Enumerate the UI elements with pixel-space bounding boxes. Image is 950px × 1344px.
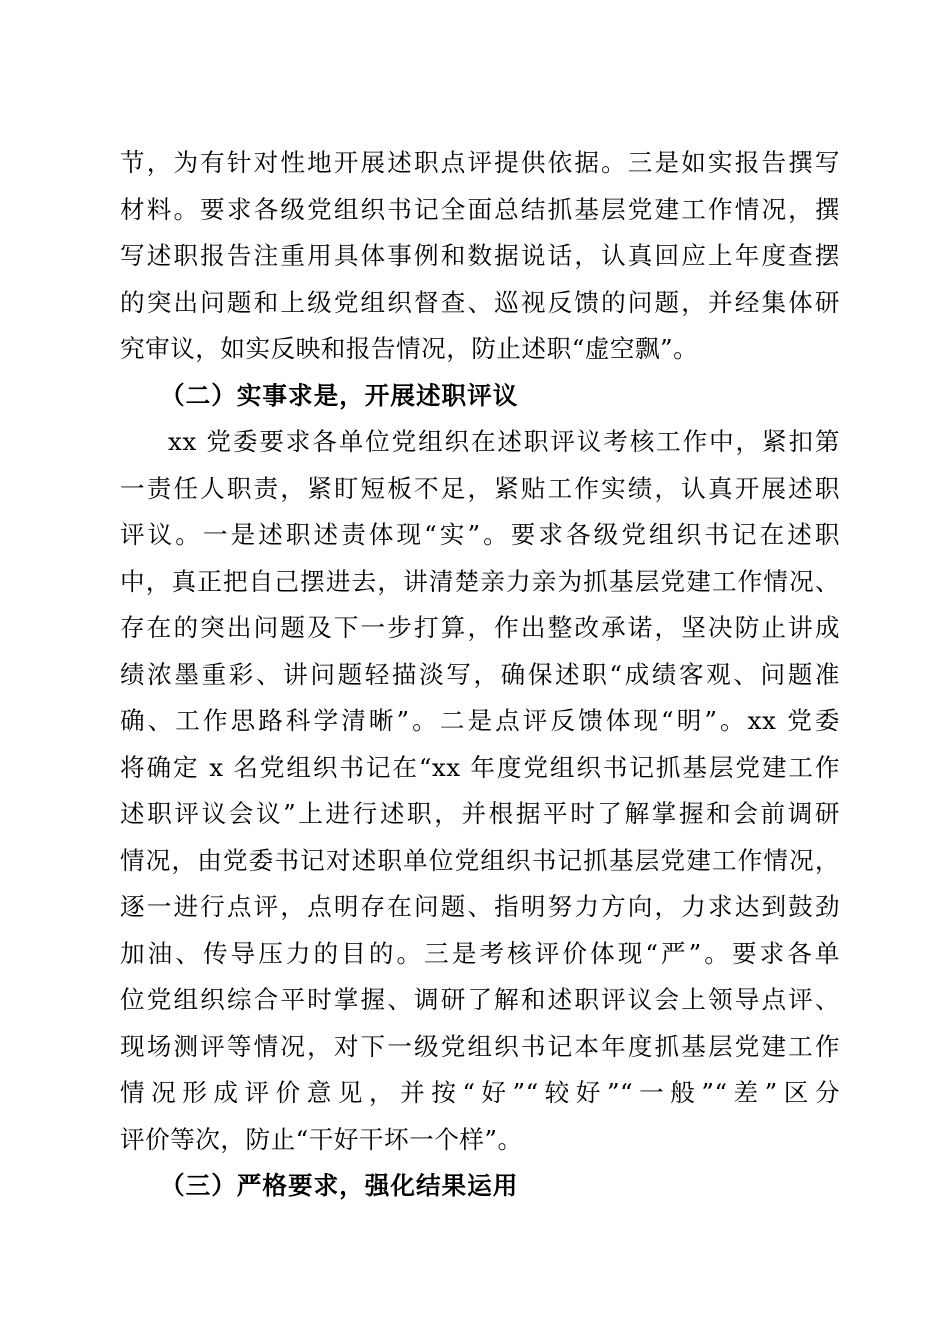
paragraph-line: xx 党委要求各单位党组织在述职评议考核工作中，紧扣第 bbox=[168, 427, 840, 456]
paragraph-line: 将确定 x 名党组织书记在“xx 年度党组织书记抓基层党建工作 bbox=[120, 752, 840, 782]
paragraph-line: 情况，由党委书记对述职单位党组织书记抓基层党建工作情况， bbox=[120, 845, 840, 875]
paragraph-line: 加油、传导压力的目的。三是考核评价体现“严”。要求各单 bbox=[120, 938, 840, 968]
paragraph-line: 绩浓墨重彩、讲问题轻描淡写，确保述职“成绩客观、问题准 bbox=[120, 659, 840, 689]
paragraph-line: 现场测评等情况，对下一级党组织书记本年度抓基层党建工作 bbox=[120, 1031, 840, 1061]
section-heading-2: （二）实事求是，开展述职评议 bbox=[160, 380, 519, 410]
paragraph-line: 情况形成评价意见，并按“好”“较好”“一般”“差”区分 bbox=[120, 1078, 840, 1107]
paragraph-line: 存在的突出问题及下一步打算，作出整改承诺，坚决防止讲成 bbox=[120, 613, 840, 642]
paragraph-line: 确、工作思路科学清晰”。二是点评反馈体现“明”。xx 党委 bbox=[120, 706, 840, 735]
paragraph-line: 评议。一是述职述责体现“实”。要求各级党组织书记在述职 bbox=[120, 520, 840, 549]
document-body bbox=[120, 140, 840, 1210]
paragraph-1 bbox=[120, 140, 840, 373]
paragraph-line: 究审议，如实反映和报告情况，防止述职“虚空飘”。 bbox=[120, 334, 699, 363]
paragraph-line: 的突出问题和上级党组织督查、巡视反馈的问题，并经集体研 bbox=[120, 287, 840, 317]
paragraph-2 bbox=[120, 419, 840, 1163]
paragraph-line: 逐一进行点评，点明存在问题、指明努力方向，力求达到鼓劲 bbox=[120, 892, 840, 921]
paragraph-line: 中，真正把自己摆进去，讲清楚亲力亲为抓基层党建工作情况、 bbox=[120, 566, 840, 596]
paragraph-line: 位党组织综合平时掌握、调研了解和述职评议会上领导点评、 bbox=[120, 985, 840, 1014]
paragraph-line: 材料。要求各级党组织书记全面总结抓基层党建工作情况，撰 bbox=[120, 194, 840, 224]
section-heading-3: （三）严格要求，强化结果运用 bbox=[160, 1171, 519, 1200]
paragraph-line: 节，为有针对性地开展述职点评提供依据。三是如实报告撰写 bbox=[120, 148, 840, 177]
paragraph-line: 述职评议会议”上进行述职，并根据平时了解掌握和会前调研 bbox=[120, 799, 840, 828]
paragraph-line: 一责任人职责，紧盯短板不足，紧贴工作实绩，认真开展述职 bbox=[120, 473, 840, 503]
paragraph-line: 评价等次，防止“干好干坏一个样”。 bbox=[120, 1124, 523, 1154]
paragraph-line: 写述职报告注重用具体事例和数据说话，认真回应上年度查摆 bbox=[120, 241, 840, 270]
